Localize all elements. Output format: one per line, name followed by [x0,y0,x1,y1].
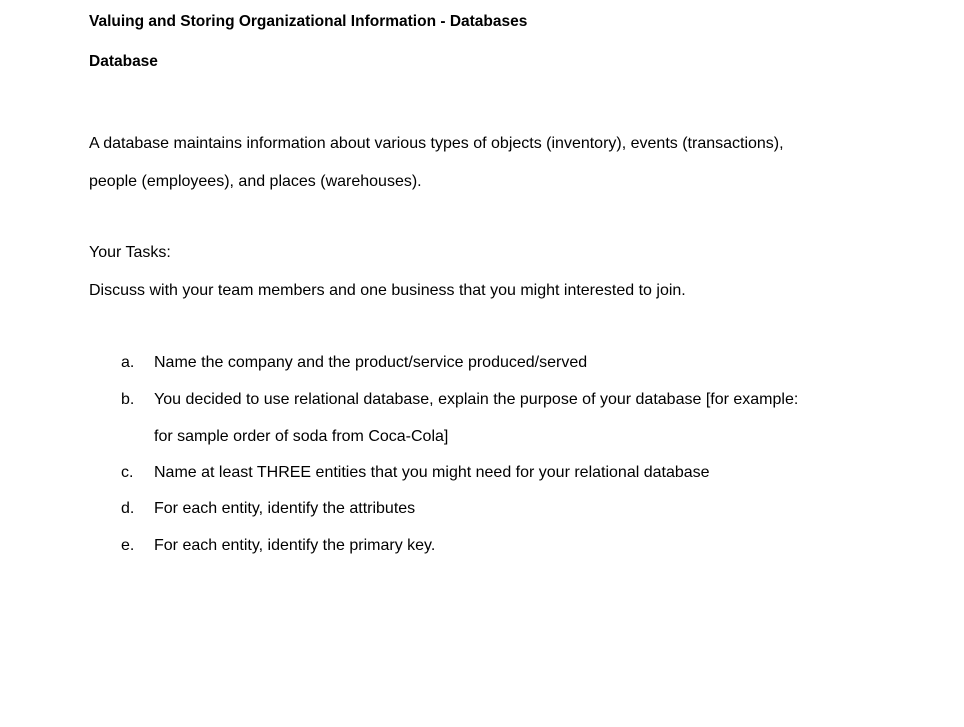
tasks-intro: Discuss with your team members and one business that you might interested to join. [89,282,686,299]
list-marker: b. [121,391,135,408]
list-item [121,537,435,555]
list-item [121,391,798,409]
list-item [121,464,710,482]
list-marker: c. [121,464,134,481]
paragraph-line: A database maintains information about various types of objects (inventory), events (transactions), [89,135,784,152]
document-title: Valuing and Storing Organizational Information - Databases [89,13,528,30]
section-heading: Database [89,53,158,70]
list-text: Name at least THREE entities that you might need for your relational database [154,464,710,481]
paragraph-line: people (employees), and places (warehouses). [89,173,422,190]
list-item [121,500,415,518]
list-item-continuation: for sample order of soda from Coca-Cola] [154,428,449,445]
list-text: You decided to use relational database, explain the purpose of your database [for example: [154,391,799,408]
list-text: For each entity, identify the primary key. [154,537,436,554]
list-marker: d. [121,500,135,517]
tasks-heading: Your Tasks: [89,244,171,261]
list-marker: e. [121,537,135,554]
list-text: For each entity, identify the attributes [154,500,416,517]
list-marker: a. [121,354,135,371]
list-text: Name the company and the product/service produced/served [154,354,588,371]
list-item [121,354,587,372]
